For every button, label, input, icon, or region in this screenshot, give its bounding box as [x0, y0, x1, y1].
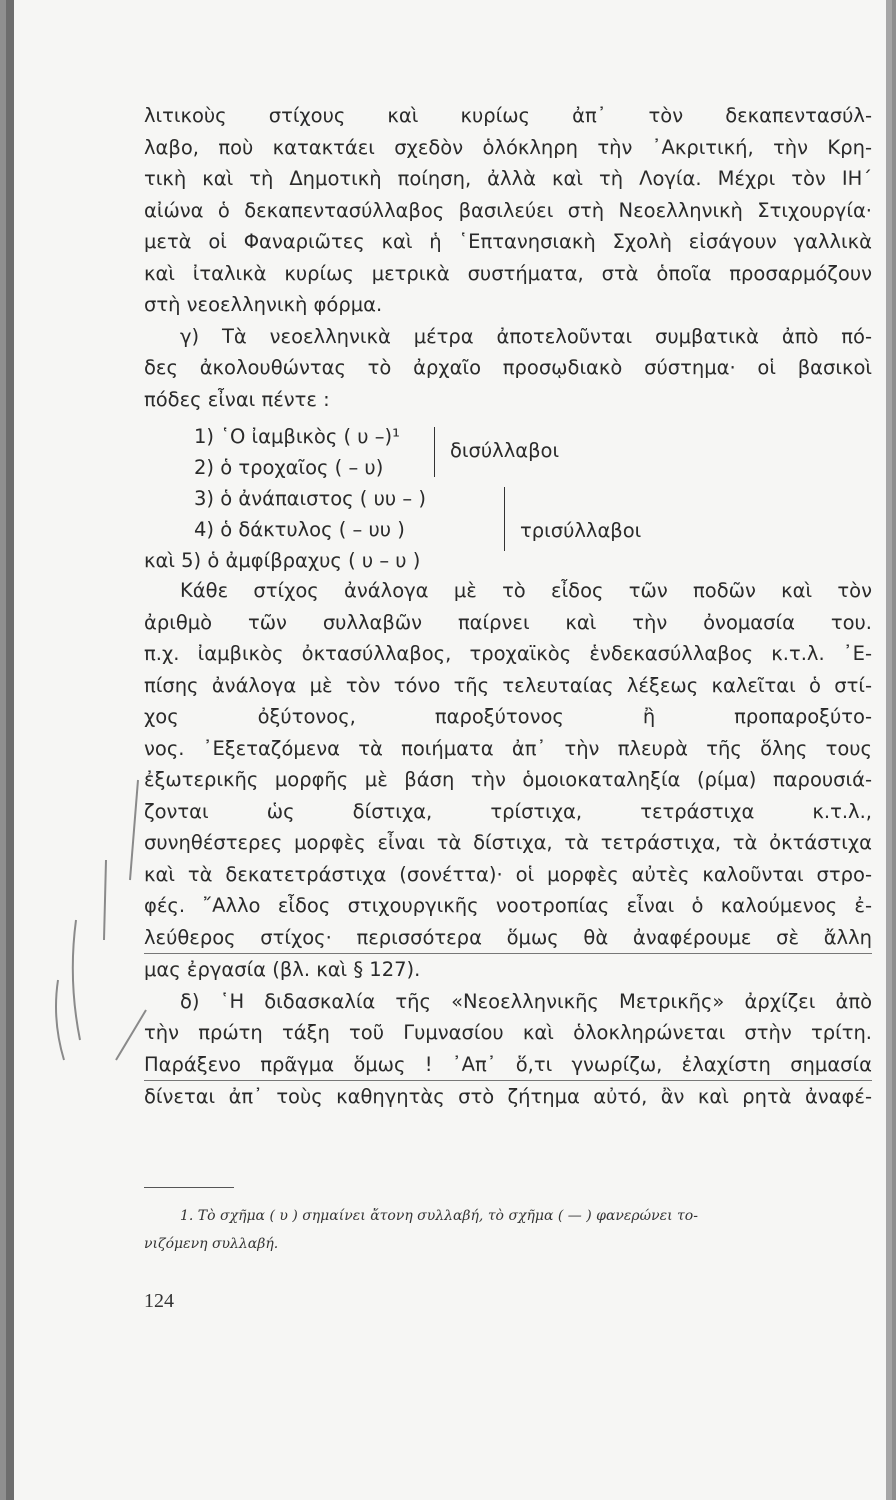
foot-dactyl: 4) ὁ δάκτυλος ( – υυ ) — [194, 518, 405, 541]
text-line: δες ἀκολουθώντας τὸ ἀρχαῖο προσῳδιακὸ σύστημα· οἱ βασικοὶ — [144, 356, 872, 379]
book-page — [6, 0, 892, 1500]
foot-anapaest: 3) ὁ ἀνάπαιστος ( υυ – ) — [194, 487, 426, 510]
text-line: συνηθέστερες μορφὲς εἶναι τὰ δίστιχα, τὰ τετράστιχα, τὰ ὀκτάστιχα — [144, 831, 872, 854]
text-line: ζονται ὡς δίστιχα, τρίστιχα, τετράστιχα κ.τ.λ., — [144, 799, 872, 823]
body-text — [144, 100, 872, 1113]
pencil-annotation-marks — [46, 760, 156, 1090]
brace-disyllabic — [434, 427, 435, 477]
footnote — [144, 1202, 872, 1258]
brace-trisyllabic — [504, 487, 505, 551]
text-line: γ) Τὰ νεοελληνικὰ μέτρα ἀποτελοῦνται συμβατικὰ ἀπὸ πό- — [180, 324, 872, 348]
text-line: λιτικοὺς στίχους καὶ κυρίως ἀπ᾽ τὸν δεκαπεντασύλ- — [144, 104, 872, 127]
text-line: δίνεται ἀπ᾽ τοὺς καθηγητὰς στὸ ζήτημα αὐτό, ἂν καὶ ρητὰ ἀναφέ- — [144, 1085, 872, 1108]
text-line: δ) ῾Η διδασκαλία τῆς «Νεοελληνικῆς Μετρικῆς» ἀρχίζει ἀπὸ — [180, 989, 872, 1013]
text-line: ἐξωτερικῆς μορφῆς μὲ βάση τὴν ὁμοιοκαταληξία (ρίμα) παρουσιά- — [144, 768, 872, 791]
text-line: τὴν πρώτη τάξη τοῦ Γυμνασίου καὶ ὁλοκληρώνεται στὴν τρίτη. — [144, 1021, 872, 1044]
text-line: μας ἐργασία (βλ. καὶ § 127). — [144, 958, 421, 981]
footnote-line: νιζόμενη συλλαβή. — [144, 1236, 279, 1252]
page-number: 124 — [144, 1290, 174, 1312]
text-line: πίσης ἀνάλογα μὲ τὸν τόνο τῆς τελευταίας λέξεως καλεῖται ὁ στί- — [144, 673, 872, 697]
text-line: αἰώνα ὁ δεκαπεντασύλλαβος βασιλεύει στὴ Νεοελληνικὴ Στιχουργία· — [144, 198, 872, 222]
footnote-rule — [144, 1187, 234, 1188]
foot-trochee: 2) ὁ τροχαῖος ( – υ) — [194, 456, 384, 479]
page-left-edge — [6, 0, 14, 1500]
label-disyllabic: δισύλλαβοι — [450, 439, 560, 462]
text-line: στὴ νεοελληνικὴ φόρμα. — [144, 293, 383, 316]
text-line: καὶ τὰ δεκατετράστιχα (σονέττα)· οἱ μορφὲς αὐτὲς καλοῦνται στρο- — [144, 862, 872, 886]
foot-amphibrach: καὶ 5) ὁ ἀμφίβραχυς ( υ – υ ) — [144, 549, 421, 572]
text-line: φές. ῎Αλλο εἶδος στιχουργικῆς νοοτροπίας εἶναι ὁ καλούμενος ἐ- — [144, 894, 872, 917]
text-line: Κάθε στίχος ἀνάλογα μὲ τὸ εἶδος τῶν ποδῶν καὶ τὸν — [180, 579, 872, 602]
text-line: ἀριθμὸ τῶν συλλαβῶν παίρνει καὶ τὴν ὀνομασία του. — [144, 610, 872, 634]
text-line: καὶ ἰταλικὰ κυρίως μετρικὰ συστήματα, στὰ ὁποῖα προσαρμόζουν — [144, 261, 872, 285]
page-right-edge — [886, 0, 892, 1500]
label-trisyllabic: τρισύλλαβοι — [520, 519, 642, 542]
text-line: πόδες εἶναι πέντε : — [144, 387, 330, 411]
text-line: λεύθερος στίχος· περισσότερα ὅμως θὰ ἀναφέρουμε σὲ ἄλλη — [144, 922, 872, 955]
text-line: νος. ᾽Εξεταζόμενα τὰ ποιήματα ἀπ᾽ τὴν πλευρὰ τῆς ὅλης τους — [144, 736, 872, 760]
text-line: τικὴ καὶ τὴ Δημοτικὴ ποίηση, ἀλλὰ καὶ τὴ Λογία. Μέχρι τὸν ΙΗ΄ — [144, 167, 872, 190]
text-line: μετὰ οἱ Φαναριῶτες καὶ ἡ ῾Επτανησιακὴ Σχολὴ εἰσάγουν γαλλικὰ — [144, 230, 872, 253]
footnote-line: 1. Τὸ σχῆμα ( υ ) σημαίνει ἄτονη συλλαβή, τὸ σχῆμα ( — ) φανερώνει το- — [180, 1208, 698, 1224]
text-line: χος ὀξύτονος, παροξύτονος ἢ προπαροξύτο- — [144, 705, 872, 728]
text-line: π.χ. ἰαμβικὸς ὀκτασύλλαβος, τροχαϊκὸς ἑνδεκασύλλαβος κ.τ.λ. ᾽Ε- — [144, 642, 872, 665]
text-line: Παράξενο πρᾶγμα ὅμως ! ᾽Απ᾽ ὅ,τι γνωρίζω, ἐλαχίστη σημασία — [144, 1049, 872, 1082]
metrical-feet-list — [144, 421, 872, 572]
text-line: λαβο, ποὺ κατακτάει σχεδὸν ὁλόκληρη τὴν ᾽Ακριτική, τὴν Κρη- — [144, 135, 872, 159]
foot-iambic: 1) ῾Ο ἰαμβικὸς ( υ –)¹ — [194, 425, 400, 448]
